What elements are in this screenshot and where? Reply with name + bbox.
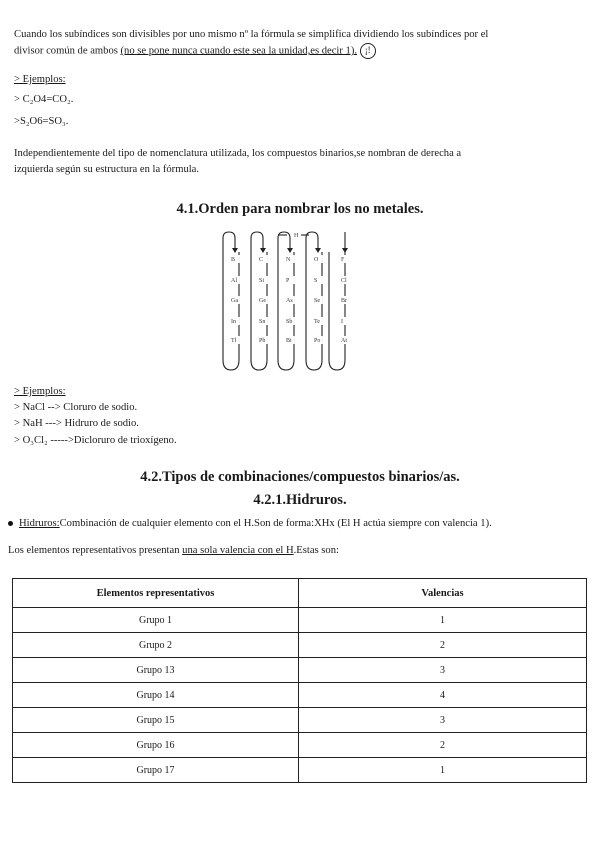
examples-heading-2: > Ejemplos: (14, 386, 66, 397)
table-cell: 2 (299, 733, 587, 758)
intro-line-2-start: divisor común de ambos (14, 45, 121, 57)
diagram-element-ge: Ge (259, 298, 266, 304)
diagram-element-sn: Sn (259, 319, 266, 325)
table-cell: Grupo 17 (13, 758, 299, 783)
example-item: > C₂O4=CO₂. (14, 94, 74, 105)
example-item: > O₃Cl₂ ----->Dicloruro de trioxígeno. (14, 435, 177, 446)
section-4-1-title: 4.1.Orden para nombrar los no metales. (176, 201, 424, 217)
diagram-element-si: Si (259, 278, 265, 284)
example-item: >S₂O6=SO₃. (14, 116, 69, 127)
diagram-element-o: O (314, 257, 319, 263)
table-header: Elementos representativos (13, 579, 299, 608)
intro-line-2 (14, 43, 376, 59)
diagram-element-c: C (259, 257, 264, 263)
table-row (13, 633, 587, 658)
table-cell: 1 (299, 758, 587, 783)
diagram-element-cl: Cl (341, 278, 347, 284)
table-row (13, 608, 587, 633)
diagram-element-br: Br (341, 298, 347, 304)
section-4-2-title: 4.2.Tipos de combinaciones/compuestos binarios/as. (140, 469, 460, 485)
table-cell: Grupo 14 (13, 683, 299, 708)
diagram-element-al: Al (231, 278, 237, 284)
valences-table (12, 578, 587, 783)
diagram-element-sb: Sb (286, 319, 293, 325)
table-header: Valencias (299, 579, 587, 608)
diagram-element-n: N (286, 257, 291, 263)
nonmetal-order-diagram (215, 228, 375, 376)
table-header-row (13, 579, 587, 608)
table-cell: 4 (299, 683, 587, 708)
table-row (13, 683, 587, 708)
intro-line-2-underlined: (no se pone nunca cuando este sea la unidad,es decir 1). (120, 45, 358, 57)
diagram-element-f: F (341, 257, 345, 263)
warning-mark: ¡! (360, 43, 376, 59)
paragraph-2-line-1: Independientemente del tipo de nomenclatura utilizada, los compuestos binarios,se nombran de derecha a (14, 148, 462, 159)
bullet-icon (8, 521, 13, 526)
diagram-element-i: I (341, 319, 343, 325)
paragraph-2-line-2: izquierda según su estructura en la fórmula. (14, 164, 200, 175)
diagram-element-s: S (314, 278, 318, 284)
table-cell: Grupo 16 (13, 733, 299, 758)
table-row (13, 733, 587, 758)
diagram-element-labels (230, 255, 350, 344)
diagram-element-at: At (341, 338, 347, 344)
table-cell: Grupo 13 (13, 658, 299, 683)
diagram-element-tl: Tl (231, 338, 237, 344)
example-item: > NaH ---> Hidruro de sodio. (14, 418, 139, 429)
hidruros-text: Combinación de cualquier elemento con el H.Son de forma:XHx (El H actúa siempre con valencia 1). (59, 518, 492, 529)
diagram-element-p: P (286, 278, 290, 284)
table-cell: 3 (299, 658, 587, 683)
table-cell: Grupo 15 (13, 708, 299, 733)
section-4-2-1-title: 4.2.1.Hidruros. (253, 492, 347, 508)
example-item: > NaCl --> Cloruro de sodio. (14, 402, 138, 413)
diagram-arrowheads (232, 248, 348, 253)
diagram-serpentine-path (223, 232, 345, 370)
diagram-element-in: In (231, 319, 236, 325)
table-cell: Grupo 1 (13, 608, 299, 633)
hidruros-term: Hidruros: (19, 518, 60, 529)
table-cell: 2 (299, 633, 587, 658)
diagram-element-se: Se (314, 298, 320, 304)
diagram-hydrogen-label: H (294, 233, 299, 239)
diagram-element-pb: Pb (259, 338, 266, 344)
representativos-start: Los elementos representativos presentan (8, 545, 183, 556)
representativos-paragraph (8, 543, 339, 559)
representativos-underlined: una sola valencia con el H (182, 545, 294, 556)
examples-heading-1: > Ejemplos: (14, 74, 66, 85)
representativos-end: .Estas son: (293, 545, 339, 556)
hidruros-definition (8, 516, 492, 532)
diagram-element-ga: Ga (231, 298, 238, 304)
table-row (13, 758, 587, 783)
intro-line-1: Cuando los subíndices son divisibles por uno mismo nº la fórmula se simplifica dividiendo los subíndices por el (14, 29, 489, 40)
table-cell: 3 (299, 708, 587, 733)
diagram-element-bi: Bi (286, 338, 292, 344)
table-row (13, 658, 587, 683)
table-row (13, 708, 587, 733)
table-cell: 1 (299, 608, 587, 633)
diagram-element-as: As (286, 298, 293, 304)
diagram-element-po: Po (314, 338, 321, 344)
diagram-element-te: Te (314, 319, 320, 325)
diagram-element-b: B (231, 257, 236, 263)
table-cell: Grupo 2 (13, 633, 299, 658)
